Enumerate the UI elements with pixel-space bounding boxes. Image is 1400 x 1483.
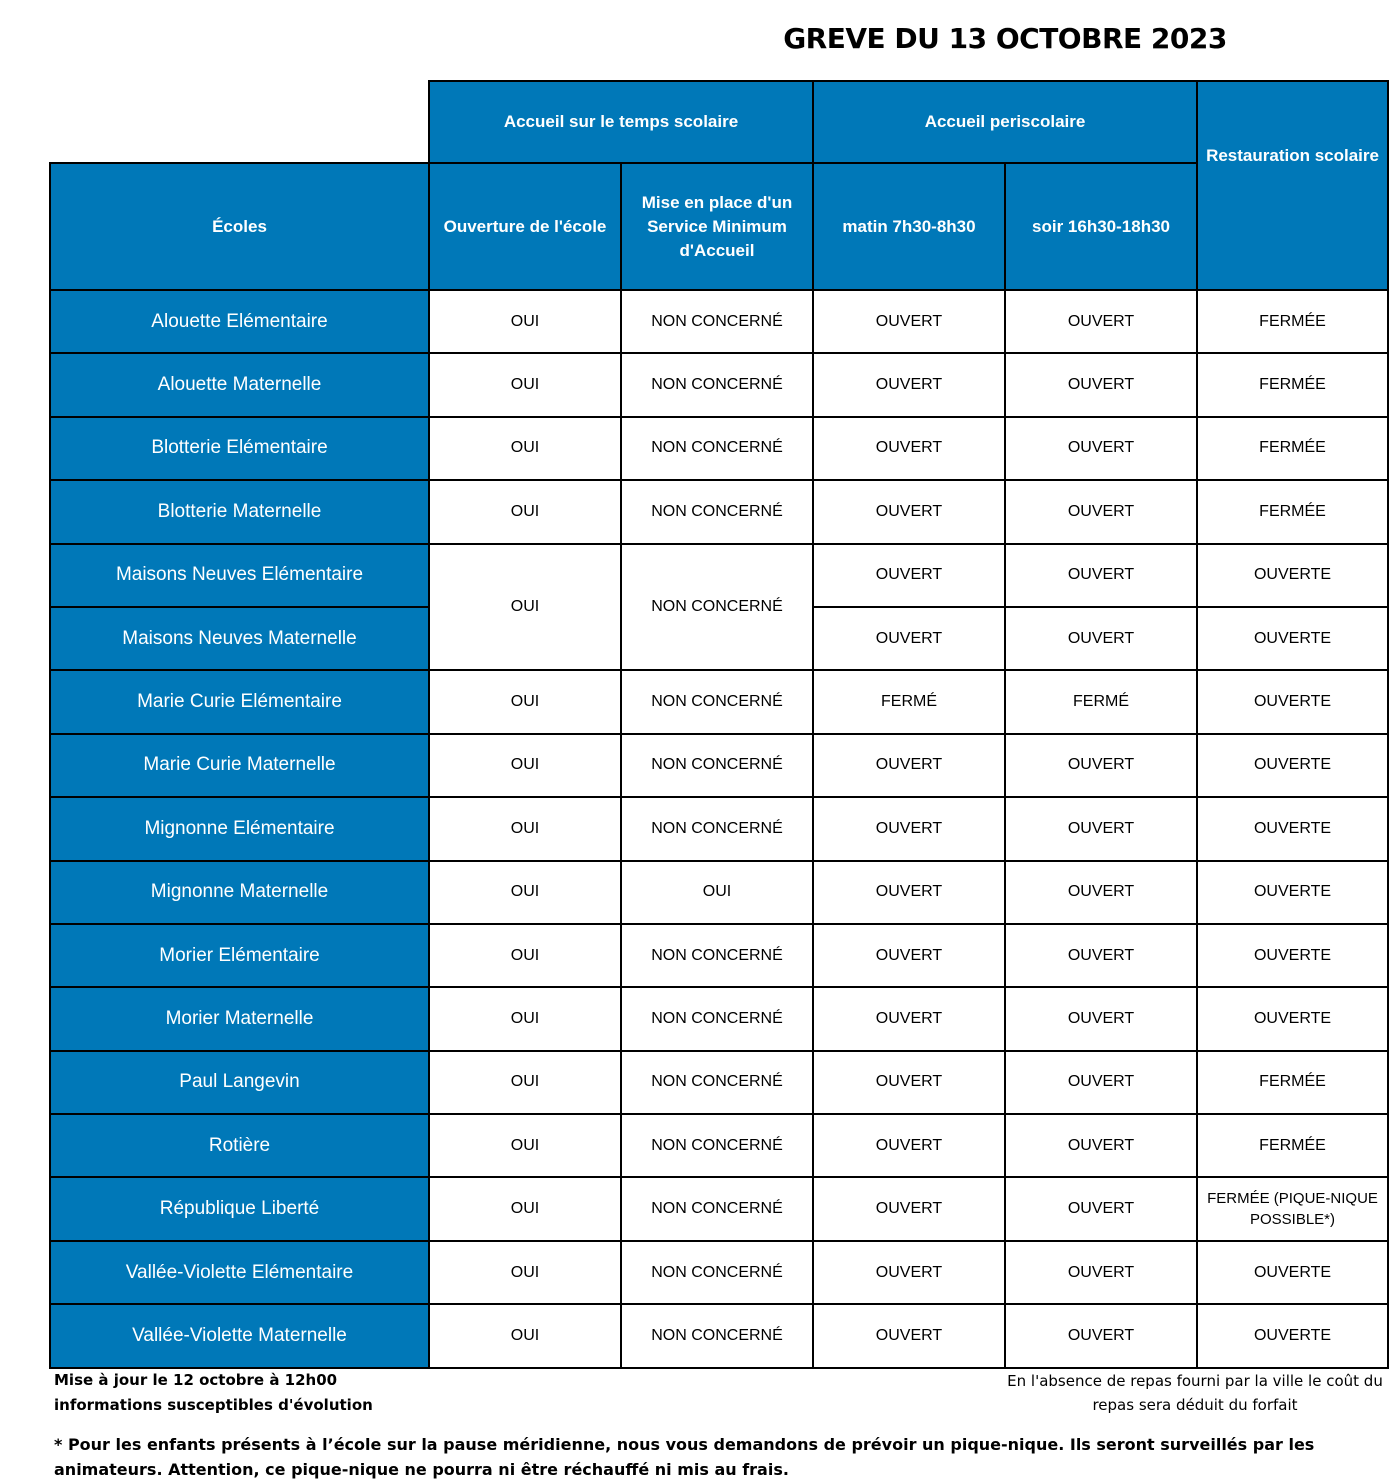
matin-cell: OUVERT — [813, 924, 1005, 987]
header-matin: matin 7h30-8h30 — [813, 163, 1005, 290]
matin-cell: OUVERT — [813, 544, 1005, 607]
service-minimum-cell: NON CONCERNÉ — [621, 480, 813, 543]
soir-cell: OUVERT — [1005, 480, 1197, 543]
matin-cell: OUVERT — [813, 353, 1005, 416]
soir-cell: OUVERT — [1005, 417, 1197, 480]
restauration-cell: OUVERTE — [1197, 987, 1388, 1050]
header-blank — [50, 81, 429, 163]
school-name: Blotterie Maternelle — [50, 480, 429, 543]
matin-cell: OUVERT — [813, 417, 1005, 480]
ouverture-cell: OUI — [429, 480, 621, 543]
header-ecoles: Écoles — [50, 163, 429, 290]
school-name: Morier Elémentaire — [50, 924, 429, 987]
table-row — [50, 544, 1388, 607]
school-name: Mignonne Elémentaire — [50, 797, 429, 860]
service-minimum-cell: NON CONCERNÉ — [621, 797, 813, 860]
school-name: Maisons Neuves Elémentaire — [50, 544, 429, 607]
matin-cell: FERMÉ — [813, 670, 1005, 733]
soir-cell: OUVERT — [1005, 797, 1197, 860]
restauration-cell: FERMÉE — [1197, 480, 1388, 543]
table-row — [50, 417, 1388, 480]
soir-cell: OUVERT — [1005, 1051, 1197, 1114]
school-name: Mignonne Maternelle — [50, 861, 429, 924]
table-row — [50, 290, 1388, 353]
school-name: Alouette Elémentaire — [50, 290, 429, 353]
service-minimum-cell: NON CONCERNÉ — [621, 1241, 813, 1304]
page-title: GREVE DU 13 OCTOBRE 2023 — [783, 22, 1227, 55]
soir-cell: OUVERT — [1005, 924, 1197, 987]
restauration-cell: FERMÉE — [1197, 417, 1388, 480]
soir-cell: OUVERT — [1005, 544, 1197, 607]
header-group-scolaire: Accueil sur le temps scolaire — [429, 81, 813, 163]
matin-cell: OUVERT — [813, 1304, 1005, 1367]
ouverture-cell: OUI — [429, 797, 621, 860]
restauration-cell: FERMÉE — [1197, 290, 1388, 353]
restauration-cell: FERMÉE — [1197, 353, 1388, 416]
ouverture-cell: OUI — [429, 861, 621, 924]
matin-cell: OUVERT — [813, 607, 1005, 670]
service-minimum-cell: NON CONCERNÉ — [621, 353, 813, 416]
soir-cell: OUVERT — [1005, 1241, 1197, 1304]
restauration-cell: OUVERTE — [1197, 734, 1388, 797]
table-row — [50, 861, 1388, 924]
ouverture-cell: OUI — [429, 924, 621, 987]
service-minimum-cell: NON CONCERNÉ — [621, 544, 813, 671]
table-row — [50, 987, 1388, 1050]
table-row — [50, 1177, 1388, 1240]
matin-cell: OUVERT — [813, 1177, 1005, 1240]
header-restauration: Restauration scolaire — [1197, 81, 1388, 290]
school-name: Alouette Maternelle — [50, 353, 429, 416]
school-name: Rotière — [50, 1114, 429, 1177]
school-name: Marie Curie Maternelle — [50, 734, 429, 797]
update-note-line1: Mise à jour le 12 octobre à 12h00 — [54, 1371, 338, 1389]
ouverture-cell: OUI — [429, 1114, 621, 1177]
matin-cell: OUVERT — [813, 1114, 1005, 1177]
service-minimum-cell: NON CONCERNÉ — [621, 670, 813, 733]
ouverture-cell: OUI — [429, 987, 621, 1050]
restauration-cell: OUVERTE — [1197, 924, 1388, 987]
service-minimum-cell: NON CONCERNÉ — [621, 1304, 813, 1367]
matin-cell: OUVERT — [813, 797, 1005, 860]
matin-cell: OUVERT — [813, 1051, 1005, 1114]
restauration-cell: OUVERTE — [1197, 1241, 1388, 1304]
table-row — [50, 670, 1388, 733]
restauration-cell: OUVERTE — [1197, 861, 1388, 924]
table-row — [50, 924, 1388, 987]
service-minimum-cell: NON CONCERNÉ — [621, 987, 813, 1050]
table-row — [50, 1304, 1388, 1367]
table-row — [50, 1114, 1388, 1177]
meal-cost-note-line2: repas sera déduit du forfait — [1092, 1396, 1298, 1414]
matin-cell: OUVERT — [813, 861, 1005, 924]
school-name: Marie Curie Elémentaire — [50, 670, 429, 733]
ouverture-cell: OUI — [429, 1241, 621, 1304]
restauration-cell: OUVERTE — [1197, 607, 1388, 670]
service-minimum-cell: NON CONCERNÉ — [621, 1051, 813, 1114]
soir-cell: OUVERT — [1005, 1304, 1197, 1367]
service-minimum-cell: NON CONCERNÉ — [621, 734, 813, 797]
ouverture-cell: OUI — [429, 1304, 621, 1367]
soir-cell: OUVERT — [1005, 607, 1197, 670]
table-row — [50, 797, 1388, 860]
school-name: Morier Maternelle — [50, 987, 429, 1050]
soir-cell: OUVERT — [1005, 353, 1197, 416]
service-minimum-cell: NON CONCERNÉ — [621, 1114, 813, 1177]
restauration-cell: FERMÉE — [1197, 1114, 1388, 1177]
ouverture-cell: OUI — [429, 290, 621, 353]
ouverture-cell: OUI — [429, 353, 621, 416]
meal-cost-note-line1: En l'absence de repas fourni par la ville le coût du — [1007, 1372, 1383, 1390]
update-note-line2: informations susceptibles d'évolution — [54, 1396, 373, 1414]
school-name: Vallée-Violette Elémentaire — [50, 1241, 429, 1304]
service-minimum-cell: NON CONCERNÉ — [621, 290, 813, 353]
table-row — [50, 353, 1388, 416]
soir-cell: OUVERT — [1005, 290, 1197, 353]
restauration-cell: FERMÉE — [1197, 1051, 1388, 1114]
soir-cell: OUVERT — [1005, 1177, 1197, 1240]
meal-cost-note — [1005, 1369, 1385, 1417]
ouverture-cell: OUI — [429, 734, 621, 797]
picnic-footnote: * Pour les enfants présents à l’école sur la pause méridienne, nous vous demandons de prévoir un pique-nique. Ils seront surveillés par les animateurs. Attention, ce pique-nique ne pourra ni être réchauffé ni mis au frais. — [54, 1435, 1315, 1479]
soir-cell: OUVERT — [1005, 861, 1197, 924]
table-row — [50, 1241, 1388, 1304]
school-name: République Liberté — [50, 1177, 429, 1240]
header-ouverture: Ouverture de l'école — [429, 163, 621, 290]
soir-cell: OUVERT — [1005, 1114, 1197, 1177]
restauration-cell: FERMÉE (PIQUE-NIQUE POSSIBLE*) — [1197, 1177, 1388, 1240]
school-name: Paul Langevin — [50, 1051, 429, 1114]
ouverture-cell: OUI — [429, 544, 621, 671]
restauration-cell: OUVERTE — [1197, 797, 1388, 860]
strike-table — [49, 80, 1389, 1369]
ouverture-cell: OUI — [429, 1051, 621, 1114]
ouverture-cell: OUI — [429, 417, 621, 480]
soir-cell: OUVERT — [1005, 734, 1197, 797]
header-soir: soir 16h30-18h30 — [1005, 163, 1197, 290]
soir-cell: FERMÉ — [1005, 670, 1197, 733]
soir-cell: OUVERT — [1005, 987, 1197, 1050]
header-service-minimum: Mise en place d'un Service Minimum d'Accueil — [621, 163, 813, 290]
ouverture-cell: OUI — [429, 670, 621, 733]
school-name: Vallée-Violette Maternelle — [50, 1304, 429, 1367]
matin-cell: OUVERT — [813, 1241, 1005, 1304]
matin-cell: OUVERT — [813, 480, 1005, 543]
ouverture-cell: OUI — [429, 1177, 621, 1240]
table-row — [50, 480, 1388, 543]
matin-cell: OUVERT — [813, 734, 1005, 797]
header-group-periscolaire: Accueil periscolaire — [813, 81, 1197, 163]
restauration-cell: OUVERTE — [1197, 670, 1388, 733]
school-name: Maisons Neuves Maternelle — [50, 607, 429, 670]
matin-cell: OUVERT — [813, 290, 1005, 353]
restauration-cell: OUVERTE — [1197, 544, 1388, 607]
table-row — [50, 1051, 1388, 1114]
update-note — [54, 1368, 373, 1418]
school-name: Blotterie Elémentaire — [50, 417, 429, 480]
matin-cell: OUVERT — [813, 987, 1005, 1050]
restauration-cell: OUVERTE — [1197, 1304, 1388, 1367]
service-minimum-cell: OUI — [621, 861, 813, 924]
service-minimum-cell: NON CONCERNÉ — [621, 417, 813, 480]
table-row — [50, 734, 1388, 797]
service-minimum-cell: NON CONCERNÉ — [621, 1177, 813, 1240]
service-minimum-cell: NON CONCERNÉ — [621, 924, 813, 987]
